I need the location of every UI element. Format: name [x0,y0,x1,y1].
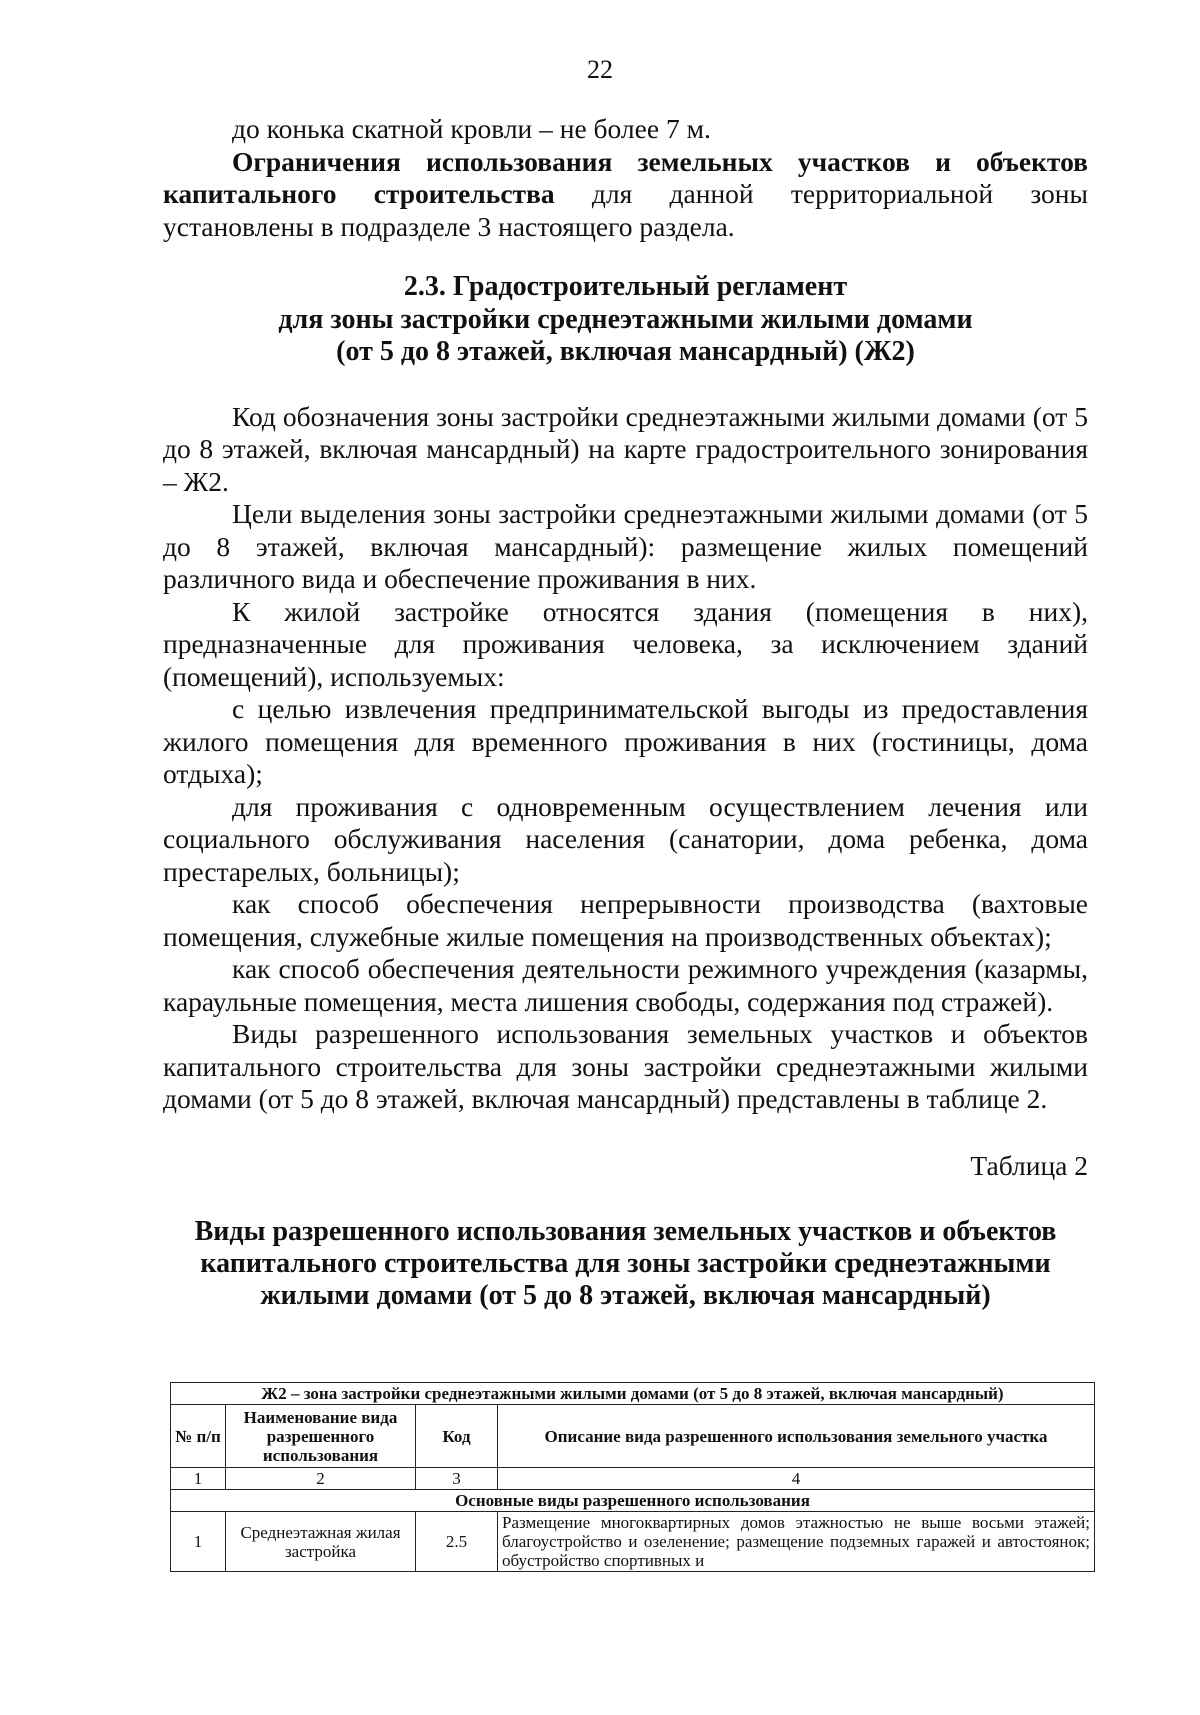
header-desc: Описание вида разрешенного использования земельного участка [498,1405,1095,1468]
row-num: 1 [171,1512,226,1572]
header-code: Код [416,1405,498,1468]
table-title-line: капитального строительства для зоны застройки среднеэтажными [200,1248,1051,1279]
list-item: как способ обеспечения деятельности режимного учреждения (казармы, караульные помещения, места лишения свободы, содержания под стражей). [163,953,1088,1017]
table-title [163,1216,1088,1312]
column-number: 4 [498,1468,1095,1490]
header-num: № п/п [171,1405,226,1468]
table-zone-row [171,1383,1095,1405]
column-number: 3 [416,1468,498,1490]
header-name: Наименование вида разрешенного использования [226,1405,416,1468]
row-name: Среднеэтажная жилая застройка [226,1512,416,1572]
paragraph-restrictions [163,146,1088,244]
document-body [163,113,1088,1312]
paragraph: Цели выделения зоны застройки среднеэтажными жилыми домами (от 5 до 8 этажей, включая мансардный): размещение жилых помещений различного вида и обеспечение проживания в них. [163,498,1088,594]
list-item: с целью извлечения предпринимательской выгоды из предоставления жилого помещения для временного проживания в них (гостиницы, дома отдыха); [163,693,1088,789]
section-heading-line: 2.3. Градостроительный регламент [403,271,848,302]
list-item: как способ обеспечения непрерывности производства (вахтовые помещения, служебные жилые помещения на производственных объектах); [163,888,1088,952]
section-cell: Основные виды разрешенного использования [171,1490,1095,1512]
column-number-row [171,1468,1095,1490]
regulation-table [170,1382,1095,1572]
paragraph: до конька скатной кровли – не более 7 м. [232,113,711,144]
table-row [171,1512,1095,1572]
paragraph: Виды разрешенного использования земельных участков и объектов капитального строительства для зоны застройки среднеэтажными жилыми домами (от 5 до 8 этажей, включая мансардный) представлены в таблице 2. [163,1018,1088,1114]
column-number: 2 [226,1468,416,1490]
table-title-line: жилыми домами (от 5 до 8 этажей, включая мансардный) [260,1280,991,1311]
row-desc: Размещение многоквартирных домов этажностью не выше восьми этажей; благоустройство и озеленение; размещение подземных гаражей и автостоянок; обустройство спортивных и [498,1512,1095,1572]
paragraph: К жилой застройке относятся здания (помещения в них), предназначенные для проживания человека, за исключением зданий (помещений), используемых: [163,595,1088,692]
paragraph: Код обозначения зоны застройки среднеэтажными жилыми домами (от 5 до 8 этажей, включая мансардный) на карте градостроительного зонирования – Ж2. [163,400,1088,497]
table-caption: Таблица 2 [970,1149,1088,1181]
page-number: 22 [587,55,613,84]
table-title-line: Виды разрешенного использования земельных участков и объектов [194,1216,1057,1247]
section-heading-line: (от 5 до 8 этажей, включая мансардный) (Ж2) [336,336,915,367]
section-heading-line: для зоны застройки среднеэтажными жилыми домами [278,303,973,335]
column-number: 1 [171,1468,226,1490]
zone-cell: Ж2 – зона застройки среднеэтажными жилыми домами (от 5 до 8 этажей, включая мансардный) [171,1383,1095,1405]
section-row [171,1490,1095,1512]
section-heading [163,271,1088,369]
paragraph-rest: для данной территориальной зоны установлены в подразделе 3 настоящего раздела. [163,178,1088,242]
table-header-row [171,1405,1095,1468]
list-item: для проживания с одновременным осуществлением лечения или социального обслуживания населения (санатории, дома ребенка, дома престарелых, больницы); [163,790,1088,887]
paragraph-bold-lead: Ограничения использования земельных участков и объектов капитального строительства [163,145,1088,209]
row-code: 2.5 [416,1512,498,1572]
